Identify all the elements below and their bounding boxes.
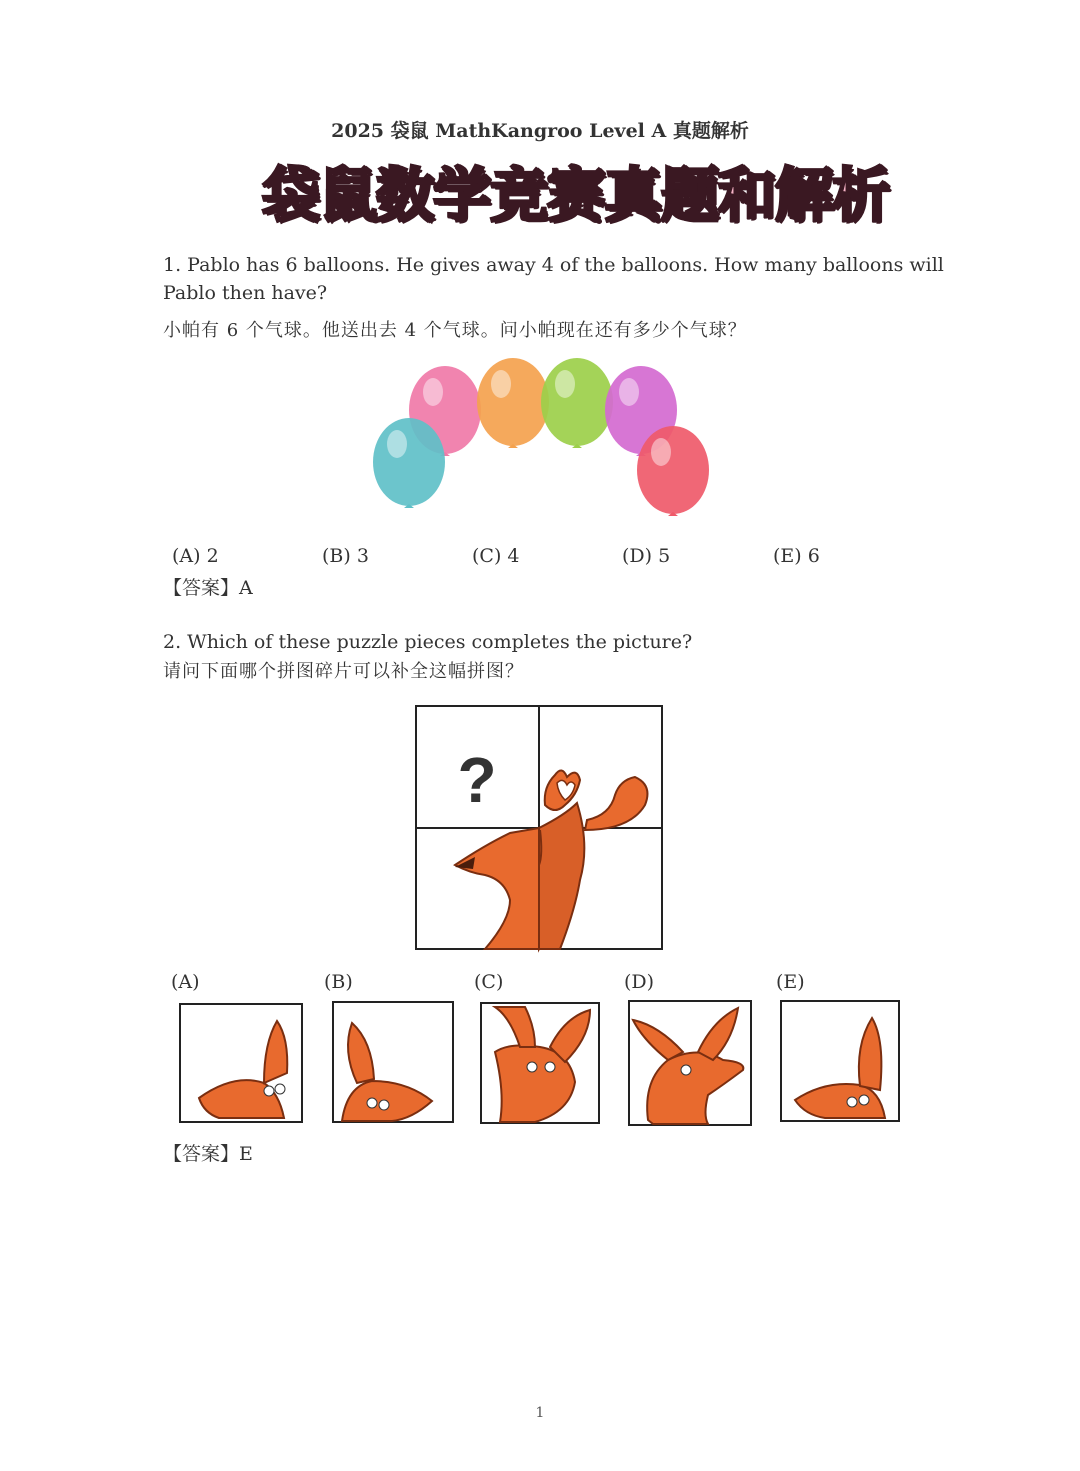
piece-a-image xyxy=(179,1003,305,1125)
balloons-illustration xyxy=(365,362,725,512)
q2-text-en: 2. Which of these puzzle pieces completes the picture? xyxy=(163,631,693,653)
q1-text-en-line1: 1. Pablo has 6 balloons. He gives away 4 of the balloons. How many balloons will xyxy=(163,254,944,276)
puzzle-grid xyxy=(415,705,665,951)
page-number: 1 xyxy=(535,1405,545,1421)
piece-b-image xyxy=(332,1001,456,1125)
balloon xyxy=(373,418,445,508)
q2-option-d-label: (D) xyxy=(624,971,655,993)
q2-option-e-label: (E) xyxy=(776,971,805,993)
q1-text-en-line2: Pablo then have? xyxy=(163,282,328,304)
balloon xyxy=(637,426,709,516)
q1-text-cn: 小帕有 6 个气球。他送出去 4 个气球。问小帕现在还有多少个气球？ xyxy=(163,320,747,341)
q2-option-b-label: (B) xyxy=(324,971,353,993)
piece-e-image xyxy=(780,1000,902,1126)
q1-option-d: (D) 5 xyxy=(622,545,671,567)
q1-answer: 【答案】A xyxy=(163,577,253,599)
balloon xyxy=(541,358,613,448)
q1-option-a: (A) 2 xyxy=(172,545,219,567)
q2-option-a-label: (A) xyxy=(171,971,200,993)
q1-option-b: (B) 3 xyxy=(322,545,369,567)
q2-text-cn: 请问下面哪个拼图碎片可以补全这幅拼图？ xyxy=(163,661,524,682)
piece-d-image xyxy=(628,1000,754,1128)
q2-option-c-label: (C) xyxy=(474,971,504,993)
question-mark: ? xyxy=(457,744,497,816)
q1-option-c: (C) 4 xyxy=(472,545,520,567)
q2-answer: 【答案】E xyxy=(163,1143,253,1165)
document-title: 2025 袋鼠 MathKangroo Level A 真题解析 xyxy=(331,120,749,142)
banner-title: 袋鼠数学竞赛真题和解析 xyxy=(262,161,890,229)
piece-c-image xyxy=(480,1002,602,1126)
q1-option-e: (E) 6 xyxy=(773,545,820,567)
balloon xyxy=(477,358,549,448)
